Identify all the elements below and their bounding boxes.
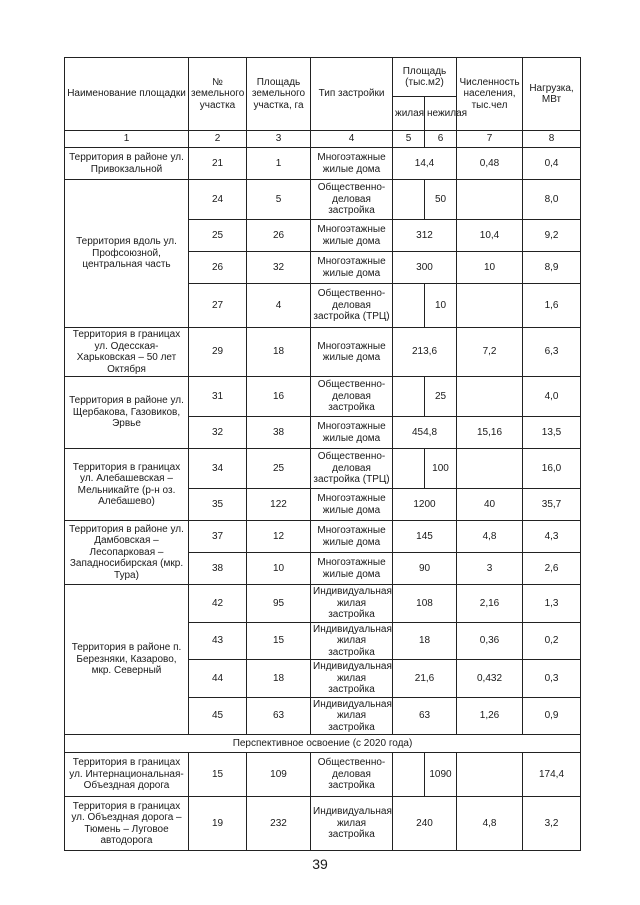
plot-number: 27 xyxy=(189,284,247,328)
plot-number: 26 xyxy=(189,252,247,284)
building-type: Многоэтажные жилые дома xyxy=(311,553,393,585)
plot-area: 25 xyxy=(247,449,311,489)
table-row xyxy=(65,377,581,417)
population: 10 xyxy=(457,252,523,284)
table-row xyxy=(65,180,581,220)
building-type: Индивидуальная жилая застройка xyxy=(311,622,393,660)
territory-name: Территория в границах ул. Объездная дорога – Тюмень – Луговое автодорога xyxy=(65,797,189,851)
building-type: Многоэтажные жилые дома xyxy=(311,328,393,377)
header-row xyxy=(65,58,581,97)
building-type: Общественно-деловая застройка (ТРЦ) xyxy=(311,449,393,489)
building-type: Индивидуальная жилая застройка xyxy=(311,660,393,698)
population: 3 xyxy=(457,553,523,585)
load: 16,0 xyxy=(523,449,581,489)
page-number: 39 xyxy=(312,856,328,872)
plot-number: 44 xyxy=(189,660,247,698)
floor-area-living: 21,6 xyxy=(393,660,457,698)
header-floor-area: Площадь (тыс.м2) xyxy=(393,58,457,97)
population xyxy=(457,753,523,797)
plot-area: 95 xyxy=(247,585,311,623)
col-number: 4 xyxy=(311,131,393,148)
population: 4,8 xyxy=(457,521,523,553)
floor-area-living: 18 xyxy=(393,622,457,660)
floor-area-living: 145 xyxy=(393,521,457,553)
plot-area: 16 xyxy=(247,377,311,417)
population: 0,36 xyxy=(457,622,523,660)
plot-area: 12 xyxy=(247,521,311,553)
population xyxy=(457,284,523,328)
plot-area: 32 xyxy=(247,252,311,284)
floor-area-living: 108 xyxy=(393,585,457,623)
load: 0,9 xyxy=(523,697,581,735)
territory-name: Территория в границах ул. Интернациональная-Объездная дорога xyxy=(65,753,189,797)
col-number: 1 xyxy=(65,131,189,148)
header-plot-number: № земельного участка xyxy=(189,58,247,131)
col-number: 8 xyxy=(523,131,581,148)
population xyxy=(457,377,523,417)
plot-area: 109 xyxy=(247,753,311,797)
col-number: 7 xyxy=(457,131,523,148)
plot-number: 15 xyxy=(189,753,247,797)
building-type: Общественно-деловая застройка (ТРЦ) xyxy=(311,284,393,328)
header-nonliving: нежилая xyxy=(425,97,457,131)
plot-area: 15 xyxy=(247,622,311,660)
section-row xyxy=(65,735,581,753)
plot-number: 29 xyxy=(189,328,247,377)
load: 0,4 xyxy=(523,148,581,180)
plot-area: 4 xyxy=(247,284,311,328)
load: 174,4 xyxy=(523,753,581,797)
header-population: Численность населения, тыс.чел xyxy=(457,58,523,131)
population: 10,4 xyxy=(457,220,523,252)
table-row xyxy=(65,328,581,377)
plot-area: 1 xyxy=(247,148,311,180)
table-row xyxy=(65,585,581,623)
building-type: Общественно-деловая застройка xyxy=(311,753,393,797)
plot-area: 122 xyxy=(247,489,311,521)
plot-number: 21 xyxy=(189,148,247,180)
load: 1,6 xyxy=(523,284,581,328)
territory-name: Территория в районе ул. Дамбовская – Лесопарковая – Западносибирская (мкр. Тура) xyxy=(65,521,189,585)
load: 2,6 xyxy=(523,553,581,585)
population: 0,432 xyxy=(457,660,523,698)
plot-number: 38 xyxy=(189,553,247,585)
floor-area-living xyxy=(393,449,425,489)
header-plot-area: Площадь земельного участка, га xyxy=(247,58,311,131)
floor-area-living xyxy=(393,284,425,328)
section-title: Перспективное освоение (с 2020 года) xyxy=(65,735,581,753)
plot-area: 38 xyxy=(247,417,311,449)
building-type: Многоэтажные жилые дома xyxy=(311,148,393,180)
floor-area-living: 240 xyxy=(393,797,457,851)
building-type: Многоэтажные жилые дома xyxy=(311,417,393,449)
building-type: Индивидуальная жилая застройка xyxy=(311,585,393,623)
population: 0,48 xyxy=(457,148,523,180)
load: 6,3 xyxy=(523,328,581,377)
population: 4,8 xyxy=(457,797,523,851)
building-type: Многоэтажные жилые дома xyxy=(311,521,393,553)
floor-area-nonliving: 50 xyxy=(425,180,457,220)
building-type: Общественно-деловая застройка xyxy=(311,180,393,220)
population: 1,26 xyxy=(457,697,523,735)
plot-area: 10 xyxy=(247,553,311,585)
plot-number: 24 xyxy=(189,180,247,220)
floor-area-living: 90 xyxy=(393,553,457,585)
table-row xyxy=(65,753,581,797)
header-load: Нагрузка, МВт xyxy=(523,58,581,131)
plot-area: 5 xyxy=(247,180,311,220)
table-row xyxy=(65,449,581,489)
territory-name: Территория в границах ул. Одесская-Харьковская – 50 лет Октября xyxy=(65,328,189,377)
floor-area-nonliving: 1090 xyxy=(425,753,457,797)
territory-name: Территория вдоль ул. Профсоюзной, центральная часть xyxy=(65,180,189,328)
population: 15,16 xyxy=(457,417,523,449)
territory-name: Территория в районе п. Березняки, Казарово, мкр. Северный xyxy=(65,585,189,735)
header-living: жилая xyxy=(393,97,425,131)
building-type: Многоэтажные жилые дома xyxy=(311,220,393,252)
table-row xyxy=(65,521,581,553)
floor-area-living: 14,4 xyxy=(393,148,457,180)
col-number: 6 xyxy=(425,131,457,148)
floor-area-living: 300 xyxy=(393,252,457,284)
load: 3,2 xyxy=(523,797,581,851)
territory-name: Территория в границах ул. Алебашевская – Мельникайте (р-н оз. Алебашево) xyxy=(65,449,189,521)
column-numbers-row xyxy=(65,131,581,148)
plot-number: 45 xyxy=(189,697,247,735)
load: 0,2 xyxy=(523,622,581,660)
plot-area: 18 xyxy=(247,328,311,377)
col-number: 3 xyxy=(247,131,311,148)
building-type: Общественно-деловая застройка xyxy=(311,377,393,417)
building-type: Многоэтажные жилые дома xyxy=(311,252,393,284)
plot-area: 18 xyxy=(247,660,311,698)
building-type: Индивидуальная жилая застройка xyxy=(311,697,393,735)
table-row xyxy=(65,797,581,851)
plot-number: 34 xyxy=(189,449,247,489)
load: 0,3 xyxy=(523,660,581,698)
load: 13,5 xyxy=(523,417,581,449)
population xyxy=(457,449,523,489)
header-building-type: Тип застройки xyxy=(311,58,393,131)
load: 4,3 xyxy=(523,521,581,553)
plot-number: 37 xyxy=(189,521,247,553)
floor-area-living: 312 xyxy=(393,220,457,252)
load: 9,2 xyxy=(523,220,581,252)
plot-number: 42 xyxy=(189,585,247,623)
floor-area-living xyxy=(393,377,425,417)
col-number: 2 xyxy=(189,131,247,148)
building-type: Многоэтажные жилые дома xyxy=(311,489,393,521)
plot-area: 232 xyxy=(247,797,311,851)
floor-area-living: 63 xyxy=(393,697,457,735)
population: 7,2 xyxy=(457,328,523,377)
load: 4,0 xyxy=(523,377,581,417)
header-name: Наименование площадки xyxy=(65,58,189,131)
floor-area-nonliving: 25 xyxy=(425,377,457,417)
floor-area-nonliving: 100 xyxy=(425,449,457,489)
load: 8,9 xyxy=(523,252,581,284)
plot-area: 63 xyxy=(247,697,311,735)
floor-area-nonliving: 10 xyxy=(425,284,457,328)
population: 40 xyxy=(457,489,523,521)
plot-number: 19 xyxy=(189,797,247,851)
plot-number: 32 xyxy=(189,417,247,449)
building-type: Индивидуальная жилая застройка xyxy=(311,797,393,851)
data-table xyxy=(64,57,581,851)
plot-number: 35 xyxy=(189,489,247,521)
population: 2,16 xyxy=(457,585,523,623)
floor-area-living xyxy=(393,753,425,797)
territory-name: Территория в районе ул. Щербакова, Газовиков, Эрвье xyxy=(65,377,189,449)
floor-area-living: 213,6 xyxy=(393,328,457,377)
plot-number: 25 xyxy=(189,220,247,252)
plot-number: 43 xyxy=(189,622,247,660)
territory-name: Территория в районе ул. Привокзальной xyxy=(65,148,189,180)
floor-area-living xyxy=(393,180,425,220)
load: 1,3 xyxy=(523,585,581,623)
col-number: 5 xyxy=(393,131,425,148)
load: 8,0 xyxy=(523,180,581,220)
population xyxy=(457,180,523,220)
plot-area: 26 xyxy=(247,220,311,252)
floor-area-living: 454,8 xyxy=(393,417,457,449)
floor-area-living: 1200 xyxy=(393,489,457,521)
plot-number: 31 xyxy=(189,377,247,417)
table-row xyxy=(65,148,581,180)
load: 35,7 xyxy=(523,489,581,521)
